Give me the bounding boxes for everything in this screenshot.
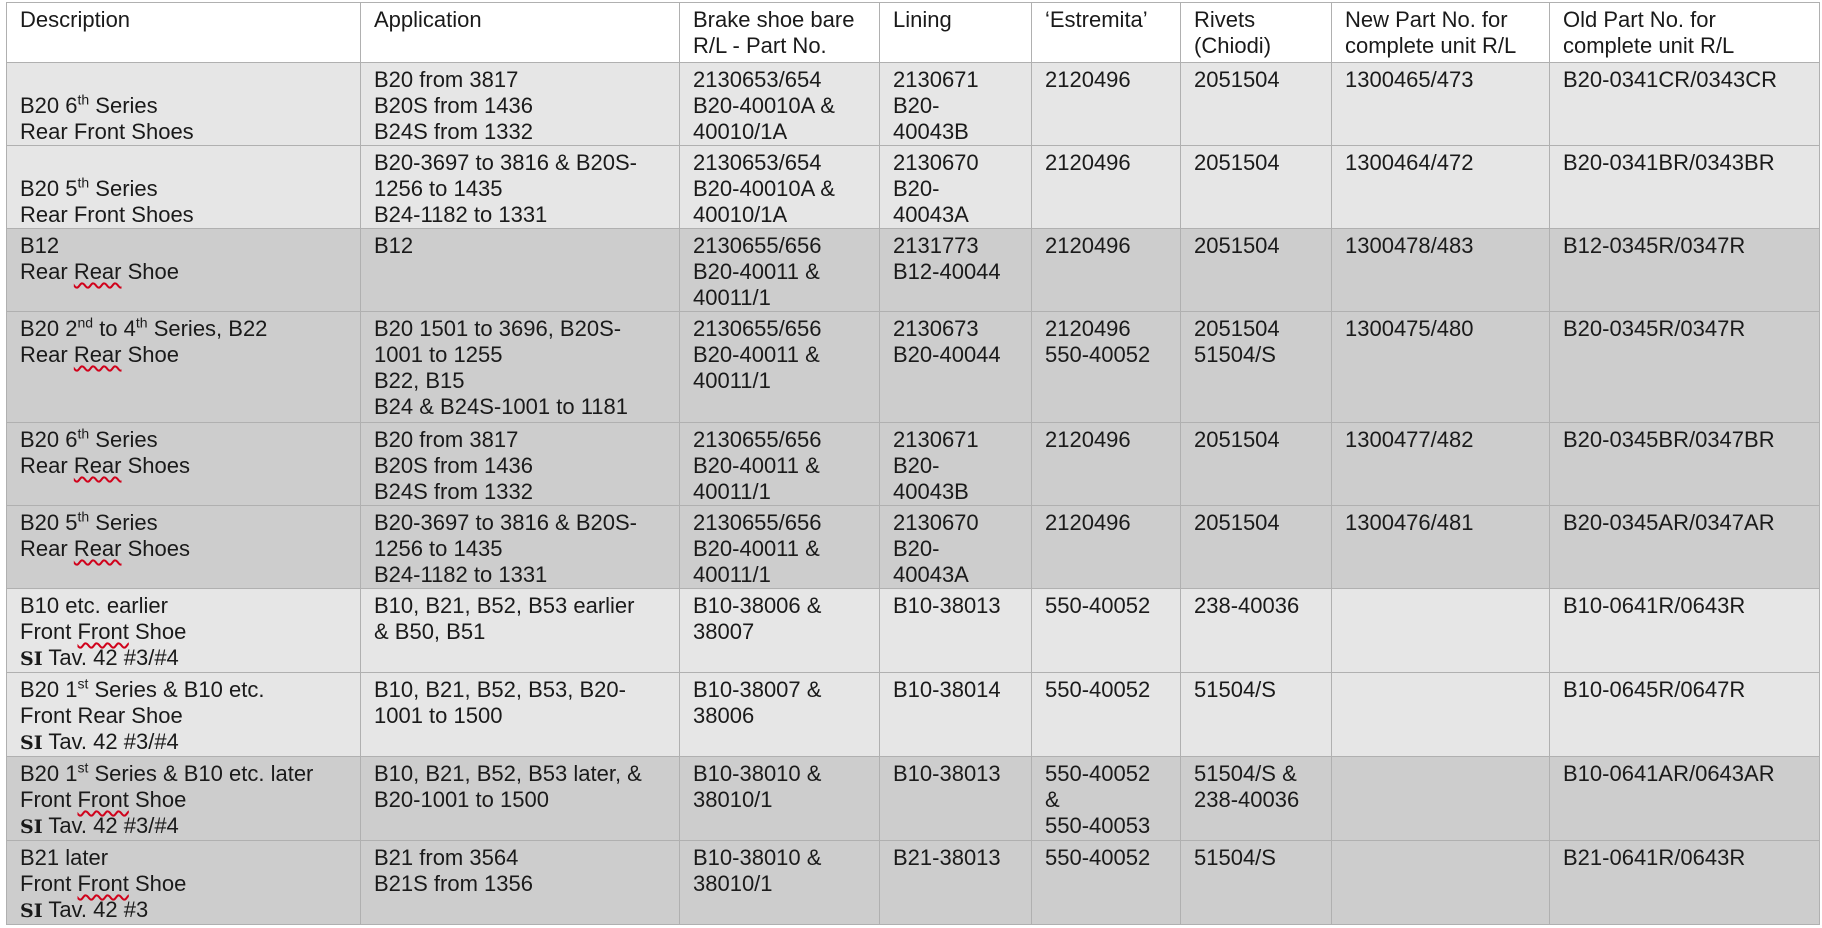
cell-estremita — [1032, 63, 1181, 146]
cell-brake-shoe-line: B20-40010A & — [693, 93, 835, 118]
table-row — [7, 312, 1820, 423]
cell-old-part — [1550, 757, 1820, 841]
cell-rivets-line: 51504/S — [1194, 342, 1276, 367]
header-rivets: Rivets (Chiodi) — [1181, 3, 1332, 63]
cell-application-line: B22, B15 — [374, 368, 465, 393]
cell-old-part-text: B12-0345R/0347R — [1563, 233, 1746, 258]
description-series-rest: Series — [89, 176, 158, 201]
cell-application — [361, 63, 680, 146]
cell-estremita-line: 2120496 — [1045, 510, 1131, 535]
cell-brake-shoe-line: B20-40010A & — [693, 176, 835, 201]
header-application: Application — [361, 3, 680, 63]
cell-lining — [880, 423, 1032, 506]
cell-lining — [880, 589, 1032, 673]
description-series: B20 6 — [20, 93, 78, 118]
header-new-part: New Part No. for complete unit R/L — [1332, 3, 1550, 63]
description-series: B20 5 — [20, 176, 78, 201]
cell-brake-shoe-line: 40010/1A — [693, 202, 788, 227]
cell-new-part — [1332, 229, 1550, 312]
cell-new-part-text: 1300477/482 — [1345, 427, 1474, 452]
cell-description — [7, 589, 361, 673]
description-shoe: Shoe — [131, 703, 183, 728]
description-position-secondary: Rear — [73, 453, 122, 478]
table-row — [7, 673, 1820, 757]
cell-brake-shoe-line: B20-40011 & — [693, 259, 820, 284]
cell-application-line: 1256 to 1435 — [374, 176, 503, 201]
description-position-secondary: Rear — [73, 259, 122, 284]
cell-old-part — [1550, 673, 1820, 757]
header-old-part: Old Part No. for complete unit R/L — [1550, 3, 1820, 63]
cell-rivets — [1181, 589, 1332, 673]
cell-application-line: B24S from 1332 — [374, 119, 533, 144]
cell-estremita — [1032, 506, 1181, 589]
description-position-secondary: Front — [77, 787, 129, 812]
cell-estremita — [1032, 757, 1181, 841]
cell-description — [7, 506, 361, 589]
description-position: Rear — [20, 202, 68, 227]
description-shoe: Shoes — [127, 453, 191, 478]
ordinal-suffix: st — [77, 759, 89, 776]
cell-estremita — [1032, 423, 1181, 506]
cell-application — [361, 673, 680, 757]
description-series-rest: Series — [89, 510, 158, 535]
cell-brake-shoe-line: 2130655/656 — [693, 233, 822, 258]
cell-rivets-line: 2051504 — [1194, 316, 1280, 341]
description-series: B20 1 — [20, 761, 78, 786]
cell-rivets-line: 238-40036 — [1194, 787, 1300, 812]
cell-estremita — [1032, 673, 1181, 757]
cell-application-line: B20 from 3817 — [374, 67, 519, 92]
cell-description — [7, 673, 361, 757]
cell-rivets — [1181, 506, 1332, 589]
cell-lining-line: B21-38013 — [893, 845, 1001, 870]
cell-lining-line: 2130671 — [893, 427, 979, 452]
cell-rivets — [1181, 423, 1332, 506]
ordinal-suffix: st — [77, 675, 89, 692]
ordinal-suffix: th — [135, 314, 148, 331]
cell-rivets-line: 2051504 — [1194, 510, 1280, 535]
cell-rivets-line: 2051504 — [1194, 67, 1280, 92]
description-position-secondary: Front — [77, 619, 129, 644]
description-series: B10 etc. earlier — [20, 593, 168, 618]
cell-new-part — [1332, 757, 1550, 841]
cell-estremita-line: 550-40052 — [1045, 761, 1151, 786]
description-position-secondary: Front — [77, 871, 129, 896]
cell-application — [361, 841, 680, 925]
description-series-rest: Series & B10 etc. later — [88, 761, 314, 786]
cell-old-part — [1550, 506, 1820, 589]
cell-old-part — [1550, 589, 1820, 673]
description-position: Rear — [20, 342, 68, 367]
cell-lining-line: 40043B — [893, 479, 969, 504]
cell-rivets — [1181, 312, 1332, 423]
cell-rivets-line: 51504/S — [1194, 677, 1276, 702]
cell-rivets-line: 2051504 — [1194, 150, 1280, 175]
description-series: B20 2 — [20, 316, 78, 341]
cell-lining-line: 2131773 — [893, 233, 979, 258]
cell-lining-line: B12-40044 — [893, 259, 1001, 284]
cell-new-part-text: 1300475/480 — [1345, 316, 1474, 341]
cell-brake-shoe — [680, 506, 880, 589]
table-row — [7, 589, 1820, 673]
cell-application-line: 1001 to 1500 — [374, 703, 503, 728]
cell-brake-shoe-line: B10-38006 & — [693, 593, 822, 618]
cell-old-part-text: B20-0345BR/0347BR — [1563, 427, 1775, 452]
cell-brake-shoe — [680, 312, 880, 423]
cell-lining-line: 40043A — [893, 202, 969, 227]
cell-application-line: B10, B21, B52, B53, B20- — [374, 677, 626, 702]
cell-brake-shoe — [680, 757, 880, 841]
cell-estremita — [1032, 589, 1181, 673]
cell-old-part-text: B20-0341CR/0343CR — [1563, 67, 1778, 92]
description-shoe: Shoes — [131, 119, 194, 144]
cell-application-line: 1256 to 1435 — [374, 536, 503, 561]
cell-rivets — [1181, 673, 1332, 757]
ordinal-suffix: nd — [77, 314, 94, 331]
ordinal-suffix: th — [77, 91, 90, 108]
cell-estremita-line: 2120496 — [1045, 67, 1131, 92]
cell-lining — [880, 673, 1032, 757]
cell-lining — [880, 841, 1032, 925]
cell-brake-shoe-line: 38007 — [693, 619, 755, 644]
cell-application — [361, 423, 680, 506]
description-shoe: Shoe — [134, 871, 187, 896]
cell-application-line: B24 & B24S-1001 to 1181 — [374, 394, 629, 419]
cell-brake-shoe-line: B20-40011 & — [693, 453, 820, 478]
description-position-secondary: Front — [73, 202, 126, 227]
cell-brake-shoe-line: 38006 — [693, 703, 755, 728]
cell-old-part-text: B20-0345R/0347R — [1563, 316, 1746, 341]
cell-lining-line: 2130673 — [893, 316, 979, 341]
cell-rivets — [1181, 146, 1332, 229]
cell-brake-shoe — [680, 589, 880, 673]
cell-brake-shoe — [680, 63, 880, 146]
cell-brake-shoe-line: 2130655/656 — [693, 427, 822, 452]
parts-table — [6, 2, 1820, 925]
cell-application-line: B20S from 1436 — [374, 453, 533, 478]
cell-estremita-line: 550-40052 — [1045, 342, 1151, 367]
cell-brake-shoe-line: B10-38010 & — [693, 845, 822, 870]
description-series: B20 6 — [20, 427, 78, 452]
cell-lining-line: 2130670 — [893, 150, 979, 175]
cell-lining-line: 2130670 — [893, 510, 979, 535]
ordinal-suffix: th — [77, 174, 90, 191]
description-position: Front — [20, 787, 72, 812]
description-position: Front — [20, 619, 72, 644]
cell-new-part-text: 1300476/481 — [1345, 510, 1474, 535]
cell-new-part-text: 1300465/473 — [1345, 67, 1474, 92]
description-series-rest: Series & B10 etc. — [88, 677, 265, 702]
header-estremita: ‘Estremita’ — [1032, 3, 1181, 63]
cell-rivets-line: 2051504 — [1194, 427, 1280, 452]
cell-new-part — [1332, 146, 1550, 229]
cell-application — [361, 757, 680, 841]
cell-brake-shoe-line: 2130653/654 — [693, 150, 822, 175]
cell-lining-line: 2130671 — [893, 67, 979, 92]
cell-application — [361, 506, 680, 589]
cell-old-part-text: B20-0345AR/0347AR — [1563, 510, 1775, 535]
cell-new-part — [1332, 312, 1550, 423]
cell-estremita — [1032, 312, 1181, 423]
description-tav-reference: Tav. 42 #3/#4 — [42, 729, 179, 754]
cell-application-line: B20 1501 to 3696, B20S- — [374, 316, 622, 341]
cell-lining-line: B20- — [893, 536, 940, 561]
cell-estremita — [1032, 146, 1181, 229]
cell-lining-line: B20- — [893, 453, 940, 478]
table-row — [7, 506, 1820, 589]
description-position: Front — [20, 703, 72, 728]
cell-brake-shoe-line: 2130653/654 — [693, 67, 822, 92]
cell-estremita-line: & — [1045, 787, 1060, 812]
cell-application-line: B20-3697 to 3816 & B20S- — [374, 150, 637, 175]
si-reference-mark: SI — [20, 732, 43, 754]
cell-lining — [880, 506, 1032, 589]
cell-brake-shoe — [680, 229, 880, 312]
cell-description — [7, 841, 361, 925]
cell-application-line: & B50, B51 — [374, 619, 486, 644]
cell-old-part — [1550, 841, 1820, 925]
cell-rivets — [1181, 229, 1332, 312]
description-tav-reference: Tav. 42 #3/#4 — [42, 813, 179, 838]
description-shoe: Shoe — [127, 342, 180, 367]
cell-estremita — [1032, 841, 1181, 925]
cell-estremita-line: 2120496 — [1045, 427, 1131, 452]
cell-brake-shoe-line: 40010/1A — [693, 119, 788, 144]
cell-brake-shoe-line: 2130655/656 — [693, 510, 822, 535]
description-series: B21 later — [20, 845, 109, 870]
cell-estremita-line: 2120496 — [1045, 233, 1131, 258]
cell-estremita-line: 550-40052 — [1045, 845, 1151, 870]
description-shoe: Shoes — [131, 202, 194, 227]
cell-old-part — [1550, 229, 1820, 312]
description-position: Rear — [20, 259, 68, 284]
header-lining: Lining — [880, 3, 1032, 63]
cell-new-part — [1332, 423, 1550, 506]
cell-application-line: 1001 to 1255 — [374, 342, 503, 367]
table-row — [7, 757, 1820, 841]
cell-application-line: B10, B21, B52, B53 earlier — [374, 593, 635, 618]
cell-brake-shoe — [680, 841, 880, 925]
description-position-secondary: Rear — [73, 342, 122, 367]
cell-description — [7, 757, 361, 841]
cell-estremita-line: 2120496 — [1045, 316, 1131, 341]
description-shoe: Shoe — [127, 259, 180, 284]
cell-new-part — [1332, 589, 1550, 673]
cell-lining-line: 40043A — [893, 562, 969, 587]
cell-brake-shoe-line: B10-38010 & — [693, 761, 822, 786]
cell-new-part-text: 1300478/483 — [1345, 233, 1474, 258]
cell-brake-shoe-line: 40011/1 — [693, 562, 771, 587]
cell-lining — [880, 63, 1032, 146]
cell-new-part — [1332, 841, 1550, 925]
cell-estremita-line: 550-40052 — [1045, 593, 1151, 618]
description-series: B12 — [20, 233, 60, 258]
cell-lining — [880, 229, 1032, 312]
cell-estremita-line: 550-40053 — [1045, 813, 1151, 838]
cell-brake-shoe-line: B20-40011 & — [693, 342, 820, 367]
cell-rivets-line: 51504/S & — [1194, 761, 1297, 786]
cell-brake-shoe-line: 38010/1 — [693, 787, 773, 812]
description-series-rest: Series — [89, 93, 158, 118]
cell-brake-shoe-line: 40011/1 — [693, 368, 771, 393]
description-position-secondary: Rear — [73, 536, 122, 561]
cell-lining-line: B10-38014 — [893, 677, 1001, 702]
si-reference-mark: SI — [20, 816, 43, 838]
cell-rivets — [1181, 63, 1332, 146]
cell-old-part-text: B10-0641R/0643R — [1563, 593, 1746, 618]
cell-brake-shoe — [680, 423, 880, 506]
cell-lining-line: B10-38013 — [893, 761, 1001, 786]
cell-old-part-text: B10-0641AR/0643AR — [1563, 761, 1775, 786]
cell-new-part — [1332, 63, 1550, 146]
header-description: Description — [7, 3, 361, 63]
table-row — [7, 63, 1820, 146]
description-series-rest: Series, B22 — [147, 316, 268, 341]
cell-description — [7, 146, 361, 229]
cell-description — [7, 229, 361, 312]
cell-brake-shoe-line: B20-40011 & — [693, 536, 820, 561]
cell-lining-line: B20- — [893, 93, 940, 118]
description-shoe: Shoes — [127, 536, 191, 561]
cell-rivets-line: 51504/S — [1194, 845, 1276, 870]
ordinal-suffix: th — [77, 425, 90, 442]
cell-old-part — [1550, 312, 1820, 423]
cell-old-part-text: B20-0341BR/0343BR — [1563, 150, 1775, 175]
table-row — [7, 423, 1820, 506]
description-position: Rear — [20, 453, 68, 478]
cell-application-line: B24-1182 to 1331 — [374, 562, 548, 587]
description-series-rest: to 4 — [93, 316, 136, 341]
description-series: B20 5 — [20, 510, 78, 535]
si-reference-mark: SI — [20, 900, 43, 922]
cell-estremita-line: 2120496 — [1045, 150, 1131, 175]
header-row — [7, 3, 1820, 63]
cell-brake-shoe — [680, 673, 880, 757]
description-position: Front — [20, 871, 72, 896]
cell-application-line: B20-1001 to 1500 — [374, 787, 549, 812]
cell-application — [361, 146, 680, 229]
cell-old-part-text: B10-0645R/0647R — [1563, 677, 1746, 702]
cell-brake-shoe-line: B10-38007 & — [693, 677, 822, 702]
cell-new-part — [1332, 506, 1550, 589]
cell-old-part — [1550, 63, 1820, 146]
cell-application-line: B20-3697 to 3816 & B20S- — [374, 510, 637, 535]
cell-estremita — [1032, 229, 1181, 312]
description-position-secondary: Rear — [77, 703, 126, 728]
cell-brake-shoe-line: 38010/1 — [693, 871, 773, 896]
cell-old-part-text: B21-0641R/0643R — [1563, 845, 1746, 870]
ordinal-suffix: th — [77, 508, 90, 525]
si-reference-mark: SI — [20, 648, 43, 670]
cell-application-line: B21 from 3564 — [374, 845, 519, 870]
table-row — [7, 841, 1820, 925]
description-position-secondary: Front — [73, 119, 126, 144]
cell-rivets-line: 238-40036 — [1194, 593, 1300, 618]
table-row — [7, 146, 1820, 229]
cell-description — [7, 423, 361, 506]
cell-application-line: B21S from 1356 — [374, 871, 533, 896]
cell-lining — [880, 757, 1032, 841]
cell-application — [361, 229, 680, 312]
cell-application-line: B10, B21, B52, B53 later, & — [374, 761, 642, 786]
cell-brake-shoe-line: 40011/1 — [693, 285, 771, 310]
description-series-rest: Series — [89, 427, 158, 452]
cell-application-line: B24S from 1332 — [374, 479, 533, 504]
cell-brake-shoe-line: 2130655/656 — [693, 316, 822, 341]
table-row — [7, 229, 1820, 312]
cell-description — [7, 312, 361, 423]
cell-lining-line: B20-40044 — [893, 342, 1001, 367]
cell-application-line: B20 from 3817 — [374, 427, 519, 452]
cell-application-line: B12 — [374, 233, 414, 258]
cell-old-part — [1550, 423, 1820, 506]
cell-rivets — [1181, 841, 1332, 925]
description-shoe: Shoe — [134, 619, 187, 644]
description-tav-reference: Tav. 42 #3 — [42, 897, 149, 922]
cell-lining — [880, 146, 1032, 229]
cell-new-part-text: 1300464/472 — [1345, 150, 1474, 175]
cell-rivets-line: 2051504 — [1194, 233, 1280, 258]
description-series: B20 1 — [20, 677, 78, 702]
cell-description — [7, 63, 361, 146]
cell-application-line: B24-1182 to 1331 — [374, 202, 548, 227]
cell-new-part — [1332, 673, 1550, 757]
cell-estremita-line: 550-40052 — [1045, 677, 1151, 702]
cell-lining-line: B20- — [893, 176, 940, 201]
header-brake-shoe: Brake shoe bare R/L - Part No. — [680, 3, 880, 63]
description-position: Rear — [20, 536, 68, 561]
description-position: Rear — [20, 119, 68, 144]
cell-brake-shoe-line: 40011/1 — [693, 479, 771, 504]
cell-application — [361, 589, 680, 673]
cell-old-part — [1550, 146, 1820, 229]
description-shoe: Shoe — [134, 787, 187, 812]
cell-lining-line: B10-38013 — [893, 593, 1001, 618]
cell-lining-line: 40043B — [893, 119, 969, 144]
cell-application-line: B20S from 1436 — [374, 93, 533, 118]
description-tav-reference: Tav. 42 #3/#4 — [42, 645, 179, 670]
cell-application — [361, 312, 680, 423]
cell-lining — [880, 312, 1032, 423]
cell-brake-shoe — [680, 146, 880, 229]
cell-rivets — [1181, 757, 1332, 841]
